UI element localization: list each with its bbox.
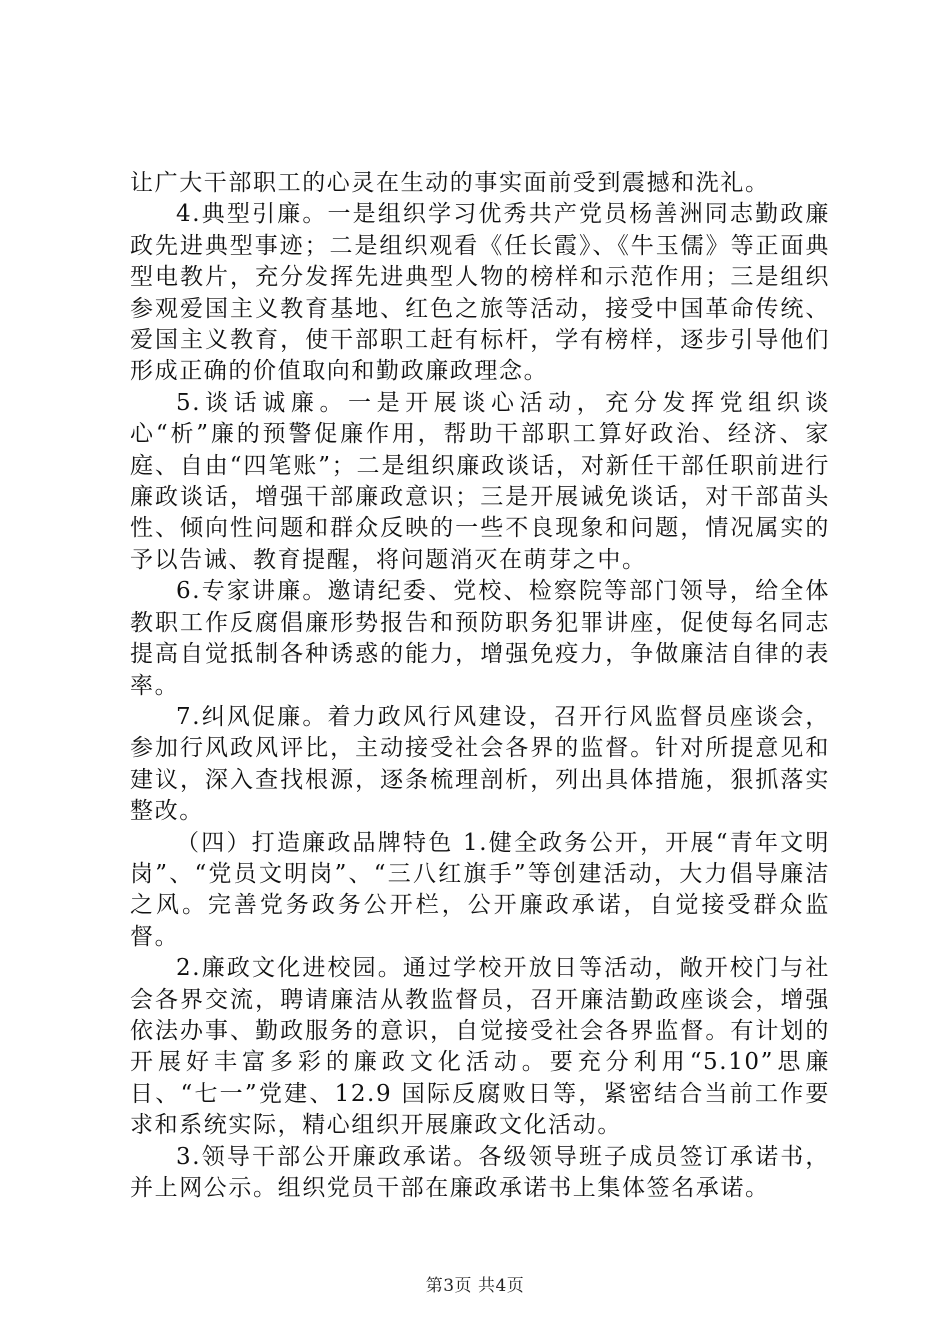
document-body — [130, 168, 830, 1204]
paragraph-leader-pledge: 3.领导干部公开廉政承诺。各级领导班子成员签订承诺书，并上网公示。组织党员干部在廉政承诺书上集体签名承诺。 — [130, 1143, 830, 1201]
paragraph-expert-lecture: 6.专家讲廉。邀请纪委、党校、检察院等部门领导，给全体教职工作反腐倡廉形势报告和预防职务犯罪讲座，促使每名同志提高自觉抵制各种诱惑的能力，增强免疫力，争做廉洁自律的表率。 — [130, 578, 830, 699]
paragraph-continuation: 让广大干部职工的心灵在生动的事实面前受到震撼和洗礼。 — [130, 170, 770, 196]
paragraph-brand-feature: （四）打造廉政品牌特色 1.健全政务公开，开展“青年文明岗”、“党员文明岗”、“三八红旗手”等创建活动，大力倡导廉洁之风。完善党务政务公开栏，公开廉政承诺，自觉接受群众监督。 — [130, 829, 830, 950]
paragraph-typical-example: 4.典型引廉。一是组织学习优秀共产党员杨善洲同志勤政廉政先进典型事迹；二是组织观看《任长霞》、《牛玉儒》等正面典型电教片，充分发挥先进典型人物的榜样和示范作用；三是组织参观爱国主义教育基地、红色之旅等活动，接受中国革命传统、爱国主义教育，使干部职工赶有标杆，学有榜样，逐步引导他们形成正确的价值取向和勤政廉政理念。 — [130, 201, 830, 385]
paragraph-talk-integrity: 5.谈话诚廉。一是开展谈心活动，充分发挥党组织谈心“析”廉的预警促廉作用，帮助干部职工算好政治、经济、家庭、自由“四笔账”；二是组织廉政谈话，对新任干部任职前进行廉政谈话，增强干部廉政意识；三是开展诫免谈话，对干部苗头性、倾向性问题和群众反映的一些不良现象和问题，情况属实的予以告诫、教育提醒，将问题消灭在萌芽之中。 — [130, 389, 830, 573]
page-number-footer: 第3页 共4页 — [425, 1276, 525, 1296]
paragraph-correct-style: 7.纠风促廉。着力政风行风建设，召开行风监督员座谈会，参加行风政风评比，主动接受社会各界的监督。针对所提意见和建议，深入查找根源，逐条梳理剖析，列出具体措施，狠抓落实整改。 — [130, 703, 830, 825]
paragraph-campus-culture: 2.廉政文化进校园。通过学校开放日等活动，敞开校门与社会各界交流，聘请廉洁从教监督员，召开廉洁勤政座谈会，增强依法办事、勤政服务的意识，自觉接受社会各界监督。有计划的开展好丰富多彩的廉政文化活动。要充分利用“5.10”思廉日、“七一”党建、12.9 国际反腐败日等，紧密结合当前工作要求和系统实际，精心组织开展廉政文化活动。 — [130, 955, 830, 1139]
